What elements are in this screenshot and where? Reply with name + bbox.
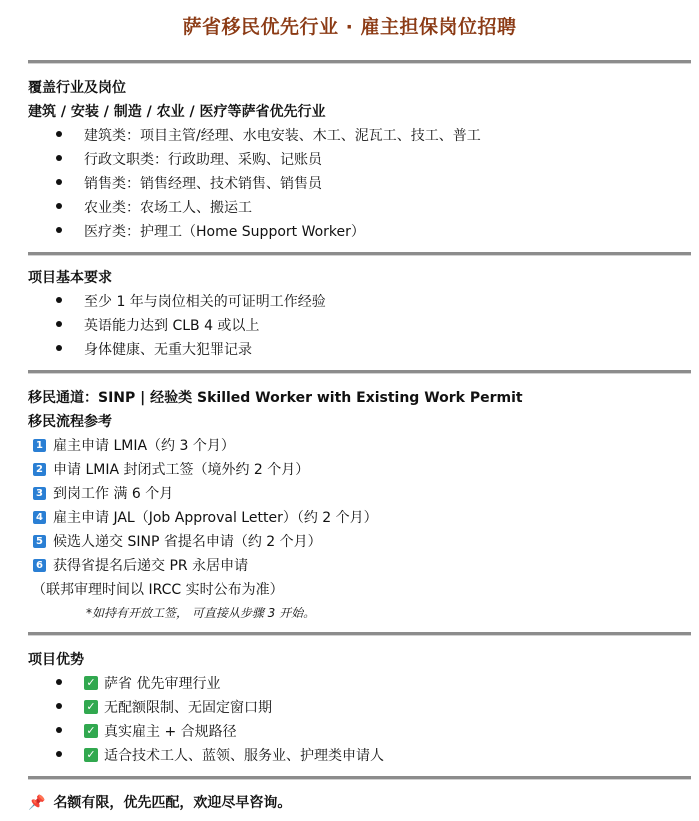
process-step: 4 雇主申请 JAL（Job Approval Letter）（约 2 个月） [33,508,378,528]
bullet-icon [56,703,62,709]
footer-note: 📌 名额有限，优先匹配，欢迎尽早咨询。 [28,795,292,811]
number-1-icon: 1 [33,439,46,452]
process-remark: （联邦审理时间以 IRCC 实时公布为准） [32,582,284,598]
bullet-icon [56,345,62,351]
list-item: 建筑类：项目主管/经理、水电安装、木工、泥瓦工、技工、普工 [56,126,481,146]
bullet-icon [56,679,62,685]
process-step: 3 到岗工作 满 6 个月 [33,484,173,504]
list-item: 销售类：销售经理、技术销售、销售员 [56,174,322,194]
process-step: 1 雇主申请 LMIA（约 3 个月） [33,436,235,456]
list-item: 农业类：农场工人、搬运工 [56,198,252,218]
advantages-heading: 项目优势 [28,652,84,668]
list-item: ✓ 真实雇主 + 合规路径 [56,722,237,742]
bullet-icon [56,227,62,233]
immigration-channel: 移民通道：SINP | 经验类 Skilled Worker with Existing Work Permit [28,390,523,406]
bullet-icon [56,727,62,733]
divider [28,632,691,636]
bullet-icon [56,179,62,185]
list-item: 身体健康、无重大犯罪记录 [56,340,252,360]
bullet-icon [56,297,62,303]
process-step: 6 获得省提名后递交 PR 永居申请 [33,556,248,576]
industries-summary: 建筑 / 安装 / 制造 / 农业 / 医疗等萨省优先行业 [28,104,326,120]
number-2-icon: 2 [33,463,46,476]
process-step: 5 候选人递交 SINP 省提名申请（约 2 个月） [33,532,322,552]
list-item: 医疗类：护理工（Home Support Worker） [56,222,365,242]
bullet-icon [56,203,62,209]
bullet-icon [56,321,62,327]
process-note: *如持有开放工签， 可直接从步骤 3 开始。 [86,606,316,620]
list-item: 至少 1 年与岗位相关的可证明工作经验 [56,292,326,312]
list-item: ✓ 适合技术工人、蓝领、服务业、护理类申请人 [56,746,384,766]
number-3-icon: 3 [33,487,46,500]
bullet-icon [56,131,62,137]
check-icon: ✓ [84,676,98,690]
number-6-icon: 6 [33,559,46,572]
process-step: 2 申请 LMIA 封闭式工签（境外约 2 个月） [33,460,309,480]
number-5-icon: 5 [33,535,46,548]
list-item: 英语能力达到 CLB 4 或以上 [56,316,259,336]
divider [28,252,691,256]
list-item: 行政文职类：行政助理、采购、记账员 [56,150,322,170]
process-heading: 移民流程参考 [28,414,112,430]
check-icon: ✓ [84,700,98,714]
bullet-icon [56,155,62,161]
industries-heading: 覆盖行业及岗位 [28,80,126,96]
number-4-icon: 4 [33,511,46,524]
bullet-icon [56,751,62,757]
check-icon: ✓ [84,748,98,762]
list-item: ✓ 无配额限制、无固定窗口期 [56,698,272,718]
list-item: ✓ 萨省 优先审理行业 [56,674,220,694]
check-icon: ✓ [84,724,98,738]
pushpin-icon: 📌 [28,795,46,811]
divider [28,370,691,374]
divider [28,776,691,780]
page-title: 萨省移民优先行业 · 雇主担保岗位招聘 [182,16,517,38]
divider [28,60,691,64]
requirements-heading: 项目基本要求 [28,270,112,286]
